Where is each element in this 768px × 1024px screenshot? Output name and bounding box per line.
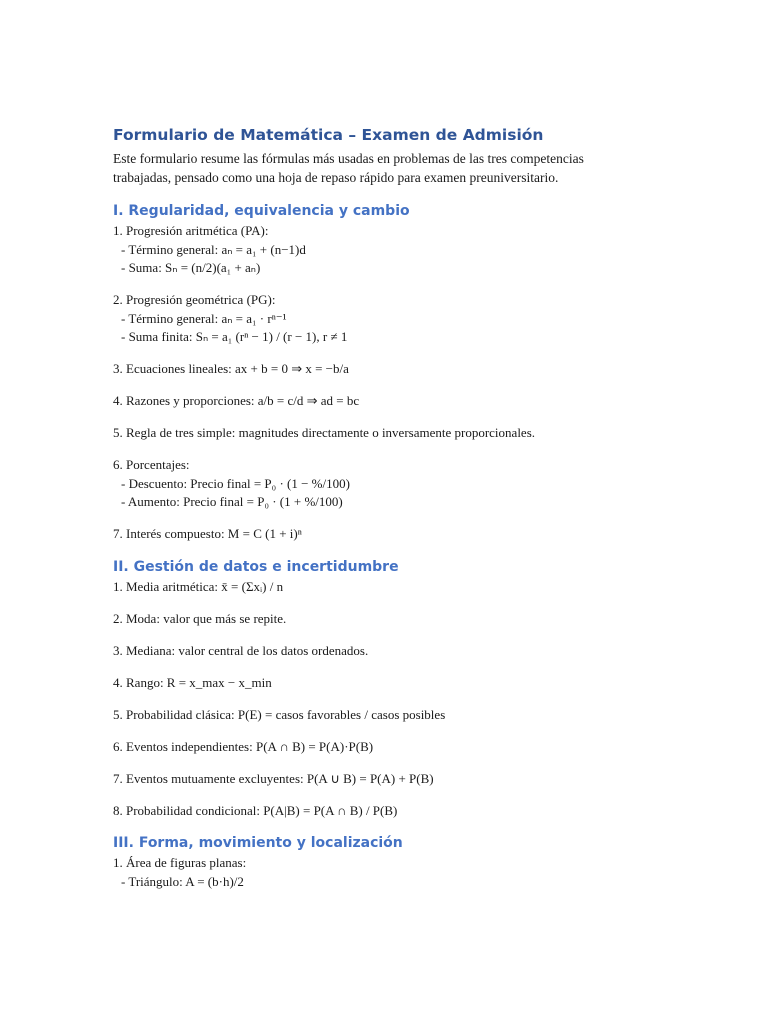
formula-item [113, 770, 653, 789]
formula-item [113, 706, 653, 725]
formula-item [113, 802, 653, 821]
section-3 [113, 833, 653, 891]
formula-line: 4. Rango: R = x_max − x_min [113, 674, 272, 690]
formula-item [113, 610, 653, 629]
formula-line: 2. Moda: valor que más se repite. [113, 610, 287, 626]
formula-line: 3. Ecuaciones lineales: ax + b = 0 ⇒ x = −b/a [113, 361, 349, 376]
formula-line: 2. Progresión geométrica (PG): [113, 292, 276, 307]
formula-item [113, 854, 653, 891]
section-2 [113, 557, 653, 821]
formula-subline: - Triángulo: A = (b·h)/2 [121, 873, 244, 889]
formula-item [113, 360, 653, 379]
formula-subline: - Suma finita: Sₙ = a₁ (rⁿ − 1) / (r − 1), r ≠ 1 [121, 329, 348, 344]
formula-line: 8. Probabilidad condicional: P(A|B) = P(A ∩ B) / P(B) [113, 802, 398, 818]
formula-line: 1. Progresión aritmética (PA): [113, 223, 269, 238]
formula-subline: - Aumento: Precio final = P₀ · (1 + %/100) [121, 494, 343, 509]
formula-item [113, 674, 653, 693]
formula-item [113, 424, 653, 443]
formula-subline: - Descuento: Precio final = P₀ · (1 − %/100) [121, 475, 350, 491]
formula-item [113, 578, 653, 597]
formula-item [113, 291, 653, 347]
document-title: Formulario de Matemática – Examen de Admisión [113, 126, 544, 144]
formula-line: 3. Mediana: valor central de los datos ordenados. [113, 642, 369, 658]
formula-item [113, 456, 653, 512]
formula-item [113, 525, 653, 544]
section-1 [113, 201, 653, 544]
formula-line: 5. Probabilidad clásica: P(E) = casos favorables / casos posibles [113, 706, 446, 722]
formula-line: 6. Eventos independientes: P(A ∩ B) = P(A)·P(B) [113, 738, 374, 754]
sections-container [113, 201, 653, 891]
formula-subline: - Suma: Sₙ = (n/2)(a₁ + aₙ) [121, 260, 261, 275]
document-content [113, 124, 653, 891]
formula-subline: - Término general: aₙ = a₁ + (n−1)d [121, 241, 306, 257]
formula-line: 7. Interés compuesto: M = C (1 + i)ⁿ [113, 526, 302, 541]
formula-line: 7. Eventos mutuamente excluyentes: P(A ∪ B) = P(A) + P(B) [113, 770, 434, 786]
formula-line: 1. Media aritmética: x̄ = (Σxᵢ) / n [113, 578, 284, 594]
intro-paragraph: Este formulario resume las fórmulas más usadas en problemas de las tres competencias trabajadas, pensado como una hoja de repaso rápido para examen preuniversitario. [113, 151, 584, 185]
formula-line: 6. Porcentajes: [113, 457, 190, 472]
section-heading: II. Gestión de datos e incertidumbre [113, 558, 399, 575]
formula-item [113, 222, 653, 278]
formula-item [113, 392, 653, 411]
formula-line: 1. Área de figuras planas: [113, 855, 247, 870]
formula-line: 5. Regla de tres simple: magnitudes directamente o inversamente proporcionales. [113, 425, 536, 440]
formula-subline: - Término general: aₙ = a₁ · rⁿ⁻¹ [121, 310, 287, 326]
formula-item [113, 642, 653, 661]
section-heading: III. Forma, movimiento y localización [113, 835, 403, 851]
formula-line: 4. Razones y proporciones: a/b = c/d ⇒ ad = bc [113, 393, 360, 408]
section-heading: I. Regularidad, equivalencia y cambio [113, 203, 410, 219]
formula-item [113, 738, 653, 757]
